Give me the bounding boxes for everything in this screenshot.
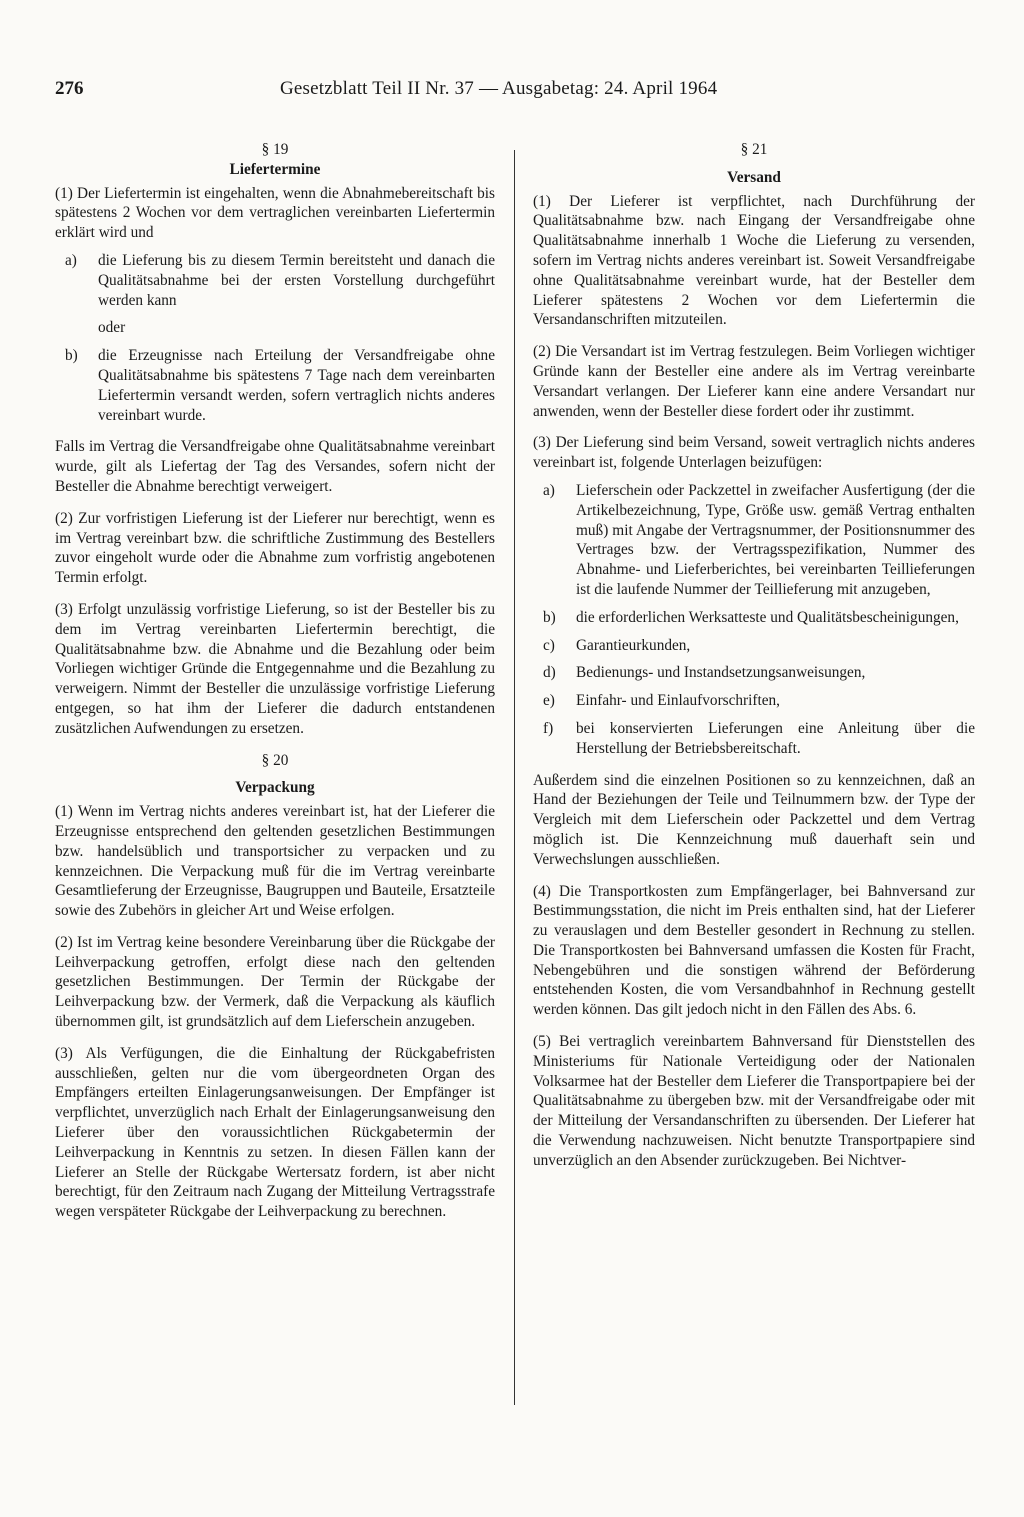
list-marker: e) — [543, 692, 555, 710]
list-item — [543, 608, 975, 628]
section-number-20: § 20 — [261, 751, 289, 769]
list-text: die erforderlichen Werksatteste und Qualitätsbescheinigungen, — [576, 608, 959, 626]
list-item — [65, 251, 495, 310]
page-header — [55, 78, 975, 108]
page-number: 276 — [55, 78, 84, 99]
section-title-liefertermine: Liefertermine — [229, 160, 321, 178]
list-item — [543, 636, 975, 656]
paragraph: (5) Bei vertraglich vereinbartem Bahnversand für Dienststellen des Ministeriums für Nationale Verteidigung oder der Nationalen Volksarmee hat der Besteller dem Lieferer die Transportpapiere bei der Qualitätsabnahme zu übergeben bzw. mit der Versandfreigabe oder mit der Mitteilung der Versandanschriften zu übersenden. Der Lieferer hat die Verwendung nachzuweisen. Nicht benutzte Transportpapiere sind unverzüglich an den Absender zurückzugeben. Bei Nichtver- — [533, 1033, 975, 1169]
left-column — [55, 140, 495, 1222]
list-item — [543, 481, 975, 600]
paragraph: Außerdem sind die einzelnen Positionen so zu kennzeichnen, daß an Hand der Beziehungen der Teile und Teilnummern bzw. der Type der Vergleich mit dem Lieferschein oder Packzettel und dem Vertrag möglich ist. Die Kennzeichnung muß dauerhaft sein und Verwechslungen ausschließen. — [533, 771, 975, 868]
paragraph: (2) Die Versandart ist im Vertrag festzulegen. Beim Vorliegen wichtiger Gründe kann der Besteller eine andere als im Vertrag vereinbarte Versandart verlangen. Der Lieferer kann eine andere Versandart nur anwenden, wenn der Besteller diese fordert oder ihr zustimmt. — [533, 343, 975, 420]
paragraph: Falls im Vertrag die Versandfreigabe ohne Qualitätsabnahme vereinbart wurde, gilt als Liefertag der Tag des Versandes, sofern nicht der Besteller die Abnahme berechtigt verweigert. — [55, 438, 495, 495]
list-item — [65, 346, 495, 425]
connector-text: oder — [98, 319, 126, 337]
paragraph: (3) Der Lieferung sind beim Versand, soweit vertraglich nichts anderes vereinbart ist, folgende Unterlagen beizufügen: — [533, 434, 975, 472]
paragraph: (3) Als Verfügungen, die die Einhaltung der Rückgabefristen ausschließen, gelten nur die vom übergeordneten Organ des Empfängers erteilten Einlagerungsanweisungen. Der Empfänger ist verpflichtet, unverzüglich nach Erhalt der Einlagerungsanweisung den Lieferer über den voraussichtlichen Rückgabetermin der Leihverpackung in Kenntnis zu setzen. In diesen Fällen kann der Lieferer an Stelle der Rückgabe Wertersatz fordern, ist aber nicht berechtigt, für den Zeitraum nach Zugang der Mitteilung Vertragsstrafe wegen verspäteter Rückgabe der Leihverpackung zu berechnen. — [55, 1044, 495, 1221]
list-item — [543, 663, 975, 683]
section-number-21: § 21 — [740, 141, 768, 158]
list-marker: d) — [543, 664, 556, 682]
list-text: Garantieurkunden, — [576, 636, 691, 654]
paragraph: (4) Die Transportkosten zum Empfängerlager, bei Bahnversand zur Bestimmungsstation, die nicht im Preis enthalten sind, hat der Lieferer zu verauslagen und dem Besteller gesondert in Rechnung zu stellen. Die Transportkosten bei Bahnversand umfassen die Kosten für Fracht, Nebengebühren und die sonstigen während der Beförderung entstehenden Kosten, die vom Versandbahnhof in Rechnung gestellt werden können. Das gilt jedoch nicht in den Fällen des Abs. 6. — [533, 882, 975, 1019]
list-marker: f) — [543, 719, 554, 737]
paragraph: (1) Der Liefertermin ist eingehalten, wenn die Abnahmebereitschaft bis spätestens 2 Wochen vor dem vertraglichen vereinbarten Liefertermin erklärt wird und — [55, 184, 495, 242]
list-marker: b) — [65, 347, 78, 365]
list-text: die Lieferung bis zu diesem Termin bereitsteht und danach die Qualitätsabnahme bei der ersten Vorstellung durchgeführt werden kann — [98, 251, 495, 309]
list-text: bei konservierten Lieferungen eine Anleitung über die Herstellung der Betriebsbereitschaft. — [576, 719, 975, 757]
paragraph: (3) Erfolgt unzulässig vorfristige Lieferung, so ist der Besteller bis zu dem im Vertrag vereinbarten Liefertermin berechtigt, die Qualitätsabnahme bzw. die Abnahme und die Bezahlung oder beim Vorliegen wichtiger Gründe die Entgegennahme und die Bezahlung zu verweigern. Nimmt der Besteller die unzulässige vorfristige Lieferung entgegen, so hat ihm der Lieferer die dadurch entstandenen zusätzlichen Aufwendungen zu ersetzen. — [55, 600, 495, 737]
list-item — [543, 719, 975, 759]
section-title-versand: Versand — [727, 168, 781, 186]
list-marker: a) — [65, 251, 77, 269]
list-marker: a) — [543, 481, 555, 499]
section-title-verpackung: Verpackung — [235, 779, 315, 797]
list-marker: c) — [543, 636, 555, 654]
list-item — [543, 691, 975, 711]
paragraph: (1) Der Lieferer ist verpflichtet, nach Durchführung der Qualitätsabnahme bzw. nach Eingang der Versandfreigabe ohne Qualitätsabnahme innerhalb 1 Woche die Lieferung zu versenden, sofern im Vertrag nichts anderes vereinbart ist. Soweit Versandfreigabe ohne Qualitätsabnahme vereinbart wurde, hat der Besteller dem Lieferer spätestens 2 Wochen vor dem Liefertermin die Versandanschriften mitzuteilen. — [533, 192, 975, 329]
list-marker: b) — [543, 608, 556, 626]
paragraph: (1) Wenn im Vertrag nichts anderes vereinbart ist, hat der Lieferer die Erzeugnisse entsprechend den geltenden gesetzlichen Bestimmungen bzw. handelsüblich und transportsicher zu verpacken und zu kennzeichnen. Die Verpackung muß für die im Vertrag vereinbarte Gesamtlieferung der Erzeugnisse, Baugruppen und Bauteile, Ersatzteile sowie des Zubehörs in gleicher Art und Weise erfolgen. — [55, 803, 495, 920]
list-text: Einfahr- und Einlaufvorschriften, — [576, 692, 781, 710]
attachment-list — [533, 481, 975, 759]
running-title: Gesetzblatt Teil II Nr. 37 — Ausgabetag: 24. April 1964 — [280, 78, 718, 99]
list-text: Bedienungs- und Instandsetzungsanweisungen, — [576, 664, 866, 682]
right-column — [533, 140, 975, 1171]
column-divider — [514, 150, 515, 1405]
paragraph: (2) Ist im Vertrag keine besondere Vereinbarung über die Rückgabe der Leihverpackung getroffen, erfolgt diese nach den geltenden gesetzlichen Bestimmungen. Der Termin der Rückgabe der Leihverpackung bzw. der Vermerk, daß die Verpackung als käuflich übernommen gilt, ist grundsätzlich auf dem Lieferschein anzugeben. — [55, 933, 495, 1031]
list-text: die Erzeugnisse nach Erteilung der Versandfreigabe ohne Qualitätsabnahme bis spätestens 7 Tage nach dem vereinbarten Liefertermin versandt werden, sofern vertraglich nichts anderes vereinbart wurde. — [98, 347, 495, 424]
paragraph: (2) Zur vorfristigen Lieferung ist der Lieferer nur berechtigt, wenn es im Vertrag vereinbart bzw. die schriftliche Zustimmung des Bestellers zuvor eingeholt wurde oder die Abnahme zum vorfristig angebotenen Termin erfolgt. — [55, 509, 495, 587]
section-number-19: § 19 — [261, 141, 289, 158]
list-text: Lieferschein oder Packzettel in zweifacher Ausfertigung (der die Artikelbezeichnung, Type, Größe usw. gemäß Vertrag enthalten muß) mit Angabe der Vertragsnummer, der Positionsnummer des Vertrages bzw. der Vertragsspezifikation, Nummer des Abnahme- und Lieferberichtes, bei vereinbarten Teillieferungen ist die laufende Nummer der Teillieferung mit anzugeben, — [576, 481, 975, 598]
